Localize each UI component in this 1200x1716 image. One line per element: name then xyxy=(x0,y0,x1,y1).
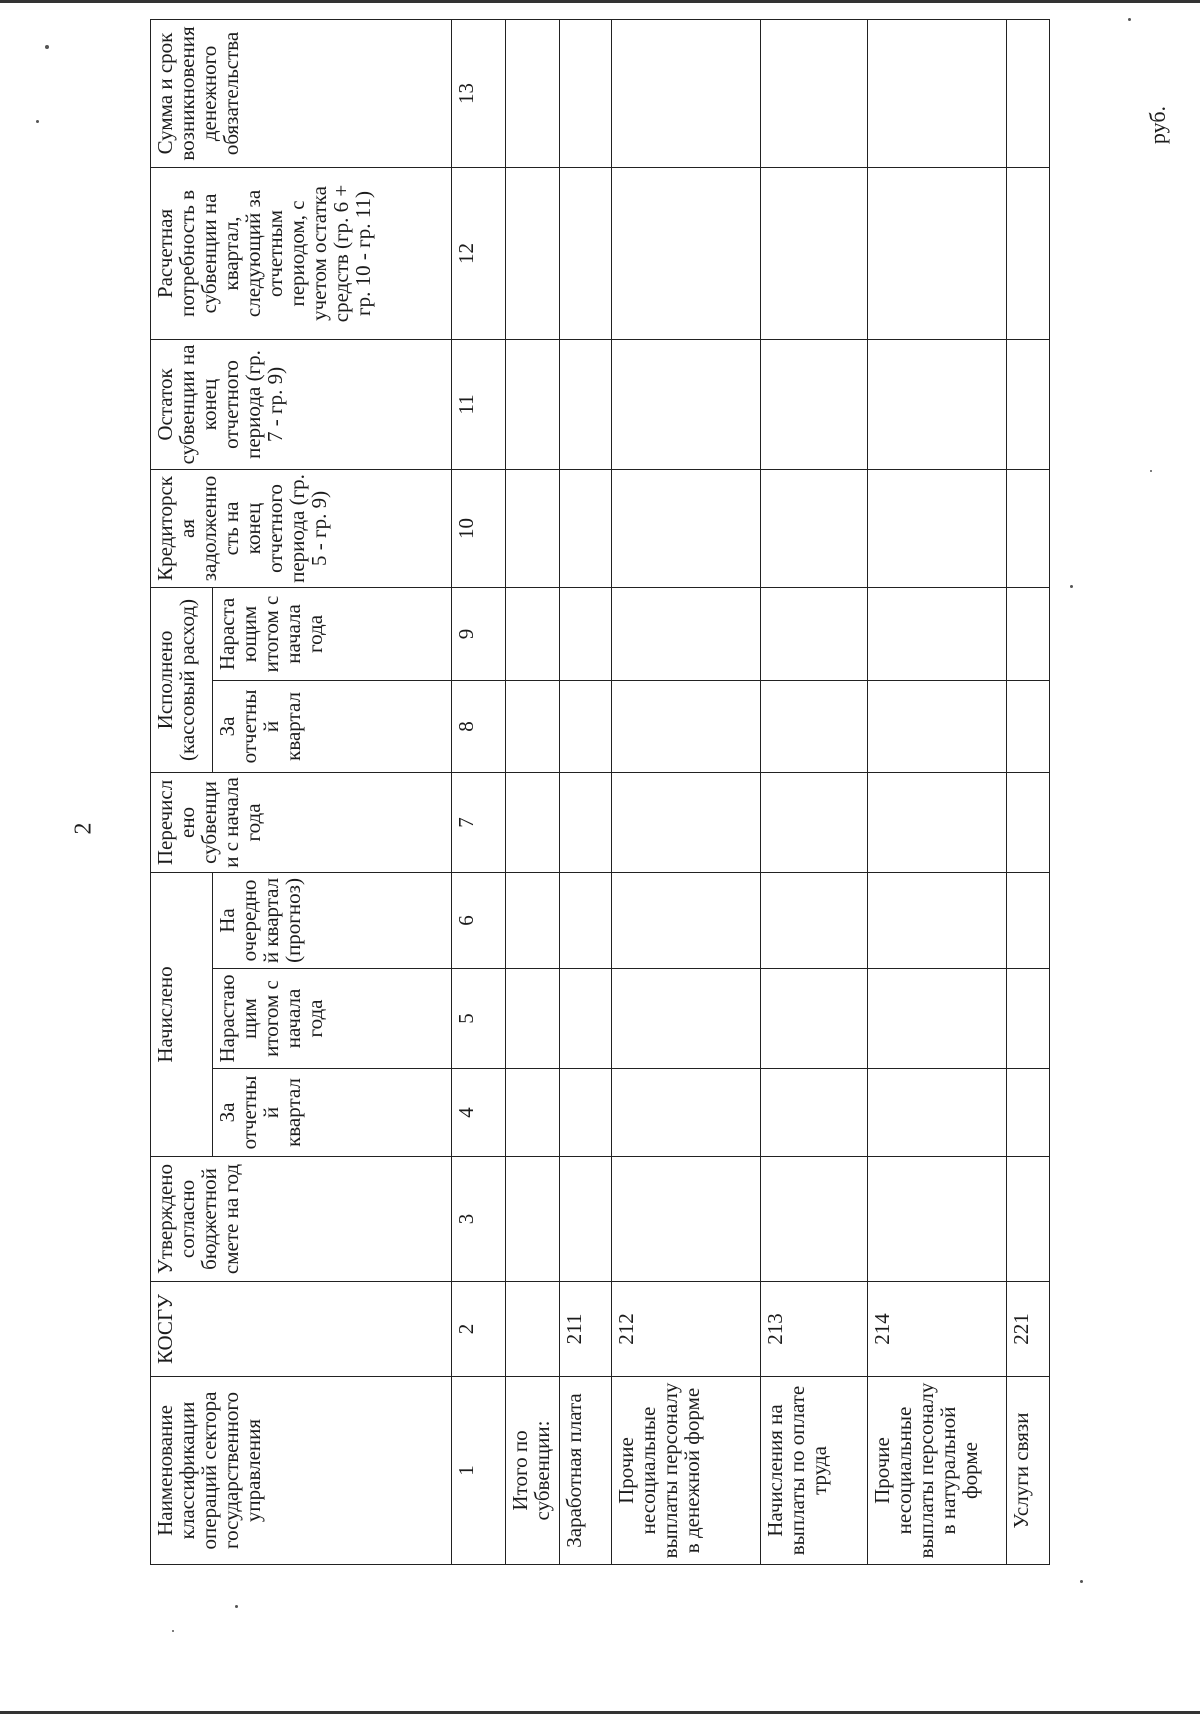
table-cell xyxy=(505,1069,560,1157)
table-row xyxy=(761,19,868,1564)
table-cell xyxy=(868,587,1007,680)
table-cell xyxy=(868,1069,1007,1157)
table-cell xyxy=(611,772,761,872)
row-kosgu-code xyxy=(505,1282,560,1377)
table-cell xyxy=(505,587,560,680)
column-number-row xyxy=(452,19,505,1564)
scan-bottom-edge xyxy=(0,1711,1200,1714)
table-cell xyxy=(560,969,611,1069)
table-cell xyxy=(761,1157,868,1282)
table-cell xyxy=(1007,587,1050,680)
header-row-top xyxy=(151,19,213,1564)
table-cell xyxy=(761,969,868,1069)
scan-speck xyxy=(1070,585,1073,588)
table-cell xyxy=(505,772,560,872)
scan-speck xyxy=(172,1630,174,1632)
header-executed: Исполнено (кассовый расход) xyxy=(151,587,213,772)
header-transferred: Перечислено субвенции с начала года xyxy=(151,772,452,872)
table-cell xyxy=(560,587,611,680)
table-cell xyxy=(505,1157,560,1282)
table-cell xyxy=(761,1069,868,1157)
row-kosgu-code: 221 xyxy=(1007,1282,1050,1377)
table-cell xyxy=(505,969,560,1069)
column-number: 11 xyxy=(452,339,505,469)
column-number: 4 xyxy=(452,1069,505,1157)
table-cell xyxy=(611,167,761,339)
row-label: Прочие несоциальные выплаты персоналу в натуральной форме xyxy=(868,1377,1007,1565)
header-accrued-quarter: За отчетный квартал xyxy=(212,1069,451,1157)
column-number: 8 xyxy=(452,680,505,772)
table-cell xyxy=(505,19,560,167)
table-cell xyxy=(868,469,1007,587)
header-obligation: Сумма и срок возникновения денежного обязательства xyxy=(151,19,452,167)
scan-speck xyxy=(1080,1580,1083,1583)
header-payables: Кредиторская задолженность на конец отчетного периода (гр. 5 - гр. 9) xyxy=(151,469,452,587)
page-number: 2 xyxy=(70,822,97,835)
table-cell xyxy=(868,167,1007,339)
scan-speck xyxy=(1150,470,1152,472)
table-cell xyxy=(560,339,611,469)
table-cell xyxy=(560,469,611,587)
table-cell xyxy=(611,339,761,469)
table-cell xyxy=(611,1157,761,1282)
table-cell xyxy=(761,587,868,680)
rotated-table-wrapper xyxy=(150,20,1050,1565)
table-cell xyxy=(505,872,560,968)
table-cell xyxy=(1007,1069,1050,1157)
header-need: Расчетная потребность в субвенции на квартал, следующий за отчетным периодом, с учетом остатка средств (гр. 6 + гр. 10 - гр. 11) xyxy=(151,167,452,339)
scan-top-edge xyxy=(0,0,1200,3)
table-cell xyxy=(868,772,1007,872)
table-cell xyxy=(1007,469,1050,587)
column-number: 5 xyxy=(452,969,505,1069)
header-approved: Утверждено согласно бюджетной смете на год xyxy=(151,1157,452,1282)
table-cell xyxy=(1007,969,1050,1069)
table-cell xyxy=(611,587,761,680)
header-name: Наименование классификации операций сектора государственного управления xyxy=(151,1377,452,1565)
column-number: 2 xyxy=(452,1282,505,1377)
header-executed-cumulative: Нарастающим итогом с начала года xyxy=(212,587,451,680)
row-kosgu-code: 211 xyxy=(560,1282,611,1377)
row-label: Итого по субвенции: xyxy=(505,1377,560,1565)
table-cell xyxy=(505,339,560,469)
column-number: 9 xyxy=(452,587,505,680)
table-row xyxy=(1007,19,1050,1564)
table-cell xyxy=(560,19,611,167)
table-cell xyxy=(505,680,560,772)
currency-unit-label: руб. xyxy=(1145,105,1171,145)
row-label: Прочие несоциальные выплаты персоналу в денежной форме xyxy=(611,1377,761,1565)
table-cell xyxy=(1007,1157,1050,1282)
table-cell xyxy=(611,872,761,968)
table-cell xyxy=(560,872,611,968)
table-cell xyxy=(560,167,611,339)
table-cell xyxy=(611,19,761,167)
column-number: 3 xyxy=(452,1157,505,1282)
header-balance: Остаток субвенции на конец отчетного периода (гр. 7 - гр. 9) xyxy=(151,339,452,469)
subvention-report-table xyxy=(150,19,1050,1565)
table-cell xyxy=(611,969,761,1069)
table-cell xyxy=(761,19,868,167)
table-cell xyxy=(560,772,611,872)
table-cell xyxy=(1007,872,1050,968)
row-kosgu-code: 214 xyxy=(868,1282,1007,1377)
table-row xyxy=(505,19,560,1564)
table-cell xyxy=(1007,680,1050,772)
table-cell xyxy=(1007,772,1050,872)
row-label: Услуги связи xyxy=(1007,1377,1050,1565)
table-row xyxy=(868,19,1007,1564)
table-cell xyxy=(868,969,1007,1069)
table-cell xyxy=(505,469,560,587)
table-cell xyxy=(611,469,761,587)
table-cell xyxy=(560,1069,611,1157)
table-cell xyxy=(761,339,868,469)
table-cell xyxy=(1007,339,1050,469)
table-cell xyxy=(1007,19,1050,167)
scan-speck xyxy=(235,1605,238,1608)
table-cell xyxy=(505,167,560,339)
column-number: 7 xyxy=(452,772,505,872)
table-cell xyxy=(761,772,868,872)
column-number: 13 xyxy=(452,19,505,167)
table-cell xyxy=(761,680,868,772)
column-number: 6 xyxy=(452,872,505,968)
row-label: Заработная плата xyxy=(560,1377,611,1565)
row-kosgu-code: 212 xyxy=(611,1282,761,1377)
row-kosgu-code: 213 xyxy=(761,1282,868,1377)
table-cell xyxy=(560,1157,611,1282)
header-accrued: Начислено xyxy=(151,872,213,1156)
table-cell xyxy=(868,339,1007,469)
table-cell xyxy=(611,1069,761,1157)
table-cell xyxy=(868,19,1007,167)
table-cell xyxy=(611,680,761,772)
header-kosgu: КОСГУ xyxy=(151,1282,452,1377)
header-accrued-next: На очередной квартал (прогноз) xyxy=(212,872,451,968)
row-label: Начисления на выплаты по оплате труда xyxy=(761,1377,868,1565)
scan-speck xyxy=(1128,18,1131,21)
header-accrued-cumulative: Нарастающим итогом с начала года xyxy=(212,969,451,1069)
table-cell xyxy=(761,872,868,968)
table-cell xyxy=(1007,167,1050,339)
table-cell xyxy=(761,167,868,339)
table-cell xyxy=(868,1157,1007,1282)
column-number: 10 xyxy=(452,469,505,587)
header-executed-quarter: За отчетный квартал xyxy=(212,680,451,772)
column-number: 1 xyxy=(452,1377,505,1565)
table-row xyxy=(560,19,611,1564)
scan-speck xyxy=(45,45,49,49)
table-cell xyxy=(868,680,1007,772)
table-cell xyxy=(560,680,611,772)
table-cell xyxy=(868,872,1007,968)
table-cell xyxy=(761,469,868,587)
column-number: 12 xyxy=(452,167,505,339)
table-row xyxy=(611,19,761,1564)
scan-speck xyxy=(36,120,39,123)
